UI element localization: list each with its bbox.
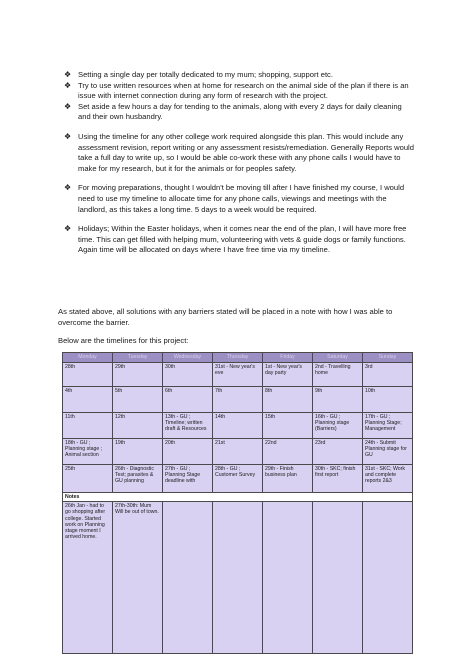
day-cell: 16th - GU ; Planning stage (Barriers) xyxy=(313,413,363,439)
day-cell: 8th xyxy=(263,387,313,413)
diamond-bullet-icon: ❖ xyxy=(64,101,72,111)
header-cell: Wednesday xyxy=(163,353,213,363)
day-cell: 18th - GU ; Planning stage ; Animal section xyxy=(63,439,113,465)
day-cell: 9th xyxy=(313,387,363,413)
timeline-header-row xyxy=(63,353,413,363)
bullet-item xyxy=(62,183,414,215)
day-cell: 17th - GU ; Planning Stage; Management xyxy=(363,413,413,439)
day-cell: 22nd xyxy=(263,439,313,465)
day-cell: 1st - New year's day party xyxy=(263,363,313,387)
notes-row xyxy=(63,502,413,654)
bullet-item xyxy=(62,70,414,81)
notes-label-row xyxy=(63,493,413,502)
note-cell xyxy=(213,502,263,654)
timeline-table xyxy=(62,352,413,654)
diamond-bullet-icon: ❖ xyxy=(64,131,72,141)
day-cell: 29th - Finish business plan xyxy=(263,465,313,493)
header-cell: Friday xyxy=(263,353,313,363)
day-cell: 25th xyxy=(63,465,113,493)
note-cell xyxy=(363,502,413,654)
day-cell: 11th xyxy=(63,413,113,439)
day-cell: 23rd xyxy=(313,439,363,465)
bullet-item xyxy=(62,102,414,123)
day-cell: 3rd xyxy=(363,363,413,387)
table-row xyxy=(63,439,413,465)
day-cell: 19th xyxy=(113,439,163,465)
note-cell: 27th-30th: Mum Will be out of town. xyxy=(113,502,163,654)
bullet-text: Using the timeline for any other college work required alongside this plan. This would include any assessment revision, report writing or any assessment resists/remediation. Generally Reports would take a full day to write up, so I would be able co-work these with any phone calls I would have to make for my research, but it for the animals or for peoples safety. xyxy=(78,131,414,173)
header-cell: Tuesday xyxy=(113,353,163,363)
diamond-bullet-icon: ❖ xyxy=(64,80,72,90)
day-cell: 28th - GU ; Customer Survey xyxy=(213,465,263,493)
diamond-bullet-icon: ❖ xyxy=(64,70,72,79)
header-cell: Sunday xyxy=(363,353,413,363)
note-cell xyxy=(313,502,363,654)
day-cell: 6th xyxy=(163,387,213,413)
diamond-bullet-icon: ❖ xyxy=(64,183,72,193)
day-cell: 15th xyxy=(263,413,313,439)
header-cell: Thursday xyxy=(213,353,263,363)
day-cell: 29th xyxy=(113,363,163,387)
note-cell xyxy=(263,502,313,654)
bullet-list xyxy=(62,70,414,256)
day-cell: 28th xyxy=(63,363,113,387)
day-cell: 4th xyxy=(63,387,113,413)
day-cell: 24th - Submit Planning stage for GU xyxy=(363,439,413,465)
bullet-text: Try to use written resources when at home for research on the animal side of the plan if there is an issue with internet connection during any form of research with the project. xyxy=(78,80,409,101)
table-row xyxy=(63,363,413,387)
bullet-text: Set aside a few hours a day for tending to the animals, along with every 2 days for daily cleaning and their own husbandry. xyxy=(78,101,402,122)
day-cell: 7th xyxy=(213,387,263,413)
bullet-text: For moving preparations, thought I wouldn't be moving till after I have finished my course, I would need to use my timeline to allocate time for any phone calls, viewings and meetings with the landlord, as this takes a long time. 5 days to a week would be required. xyxy=(78,183,405,214)
note-cell xyxy=(163,502,213,654)
notes-label: Notes xyxy=(63,493,413,502)
table-row xyxy=(63,465,413,493)
header-cell: Saturday xyxy=(313,353,363,363)
day-cell: 14th xyxy=(213,413,263,439)
day-cell: 31st - New year's eve xyxy=(213,363,263,387)
day-cell: 10th xyxy=(363,387,413,413)
day-cell: 5th xyxy=(113,387,163,413)
bullet-item xyxy=(62,132,414,174)
table-row xyxy=(63,387,413,413)
table-row xyxy=(63,413,413,439)
paragraph-barriers: As stated above, all solutions with any barriers stated will be placed in a note with how I was able to overcome the barrier. xyxy=(58,307,393,327)
bullet-text: Holidays; Within the Easter holidays, when it comes near the end of the plan, I will have more free time. This can get filled with helping mum, volunteering with vets & guide dogs or family functions. Again time will be allocated on days where I have free time via my timeline. xyxy=(78,224,407,255)
day-cell: 30th - SKC; finish first report xyxy=(313,465,363,493)
header-cell: Monday xyxy=(63,353,113,363)
paragraph-timeline-intro: Below are the timelines for this project: xyxy=(58,336,189,345)
bullet-item xyxy=(62,81,414,102)
day-cell: 13th - GU ; Timeline; written draft & Resources xyxy=(163,413,213,439)
day-cell: 2nd - Travelling home xyxy=(313,363,363,387)
bullet-item xyxy=(62,224,414,256)
day-cell: 31st - SKC; Work and complete reports 2&3 xyxy=(363,465,413,493)
day-cell: 12th xyxy=(113,413,163,439)
day-cell: 21st xyxy=(213,439,263,465)
day-cell: 20th xyxy=(163,439,213,465)
day-cell: 30th xyxy=(163,363,213,387)
diamond-bullet-icon: ❖ xyxy=(64,224,72,234)
bullet-text: Setting a single day per totally dedicated to my mum; shopping, support etc. xyxy=(78,70,333,79)
day-cell: 26th - Diagnostic Test; parasites & GU planning xyxy=(113,465,163,493)
day-cell: 27th - GU ; Planning Stage deadline with xyxy=(163,465,213,493)
note-cell: 26th Jan - had to go shopping after college. Started work on Planning stage moment I arrived home. xyxy=(63,502,113,654)
